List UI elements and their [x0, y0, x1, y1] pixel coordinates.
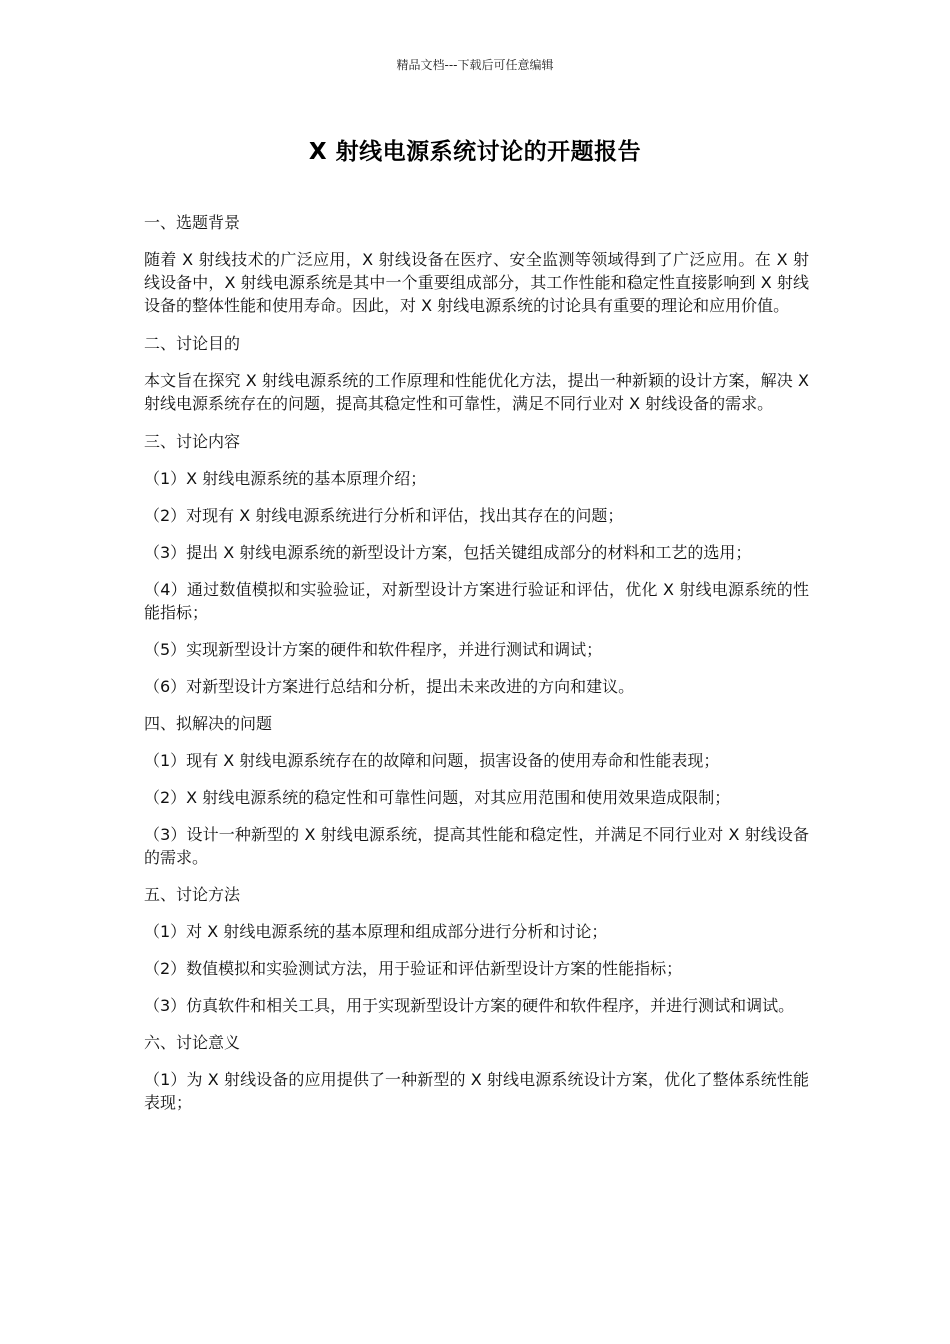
- section-heading-problems: 四、拟解决的问题: [144, 714, 273, 733]
- list-item: （6）对新型设计方案进行总结和分析，提出未来改进的方向和建议。: [144, 677, 635, 696]
- section-heading-methods: 五、讨论方法: [144, 885, 241, 904]
- list-item: （2）X 射线电源系统的稳定性和可靠性问题，对其应用范围和使用效果造成限制；: [144, 788, 731, 807]
- list-item: （3）设计一种新型的 X 射线电源系统，提高其性能和稳定性，并满足不同行业对 X 射线设备的需求。: [144, 825, 809, 867]
- section-heading-significance: 六、讨论意义: [144, 1033, 241, 1052]
- list-item: （1）对 X 射线电源系统的基本原理和组成部分进行分析和讨论；: [144, 922, 608, 941]
- list-item: （5）实现新型设计方案的硬件和软件程序，并进行测试和调试；: [144, 640, 603, 659]
- list-item: （2）对现有 X 射线电源系统进行分析和评估，找出其存在的问题；: [144, 506, 624, 525]
- section-heading-content: 三、讨论内容: [144, 432, 241, 451]
- list-item: （3）提出 X 射线电源系统的新型设计方案，包括关键组成部分的材料和工艺的选用；: [144, 543, 752, 562]
- section-heading-purpose: 二、讨论目的: [144, 334, 241, 353]
- section-heading-background: 一、选题背景: [144, 213, 241, 232]
- list-item: （1）为 X 射线设备的应用提供了一种新型的 X 射线电源系统设计方案，优化了整体系统性能表现；: [144, 1070, 809, 1112]
- page-header: 精品文档---下载后可任意编辑: [396, 58, 554, 72]
- document-body: [144, 211, 809, 1128]
- document-title: X 射线电源系统讨论的开题报告: [308, 139, 642, 165]
- list-item: （4）通过数值模拟和实验验证，对新型设计方案进行验证和评估，优化 X 射线电源系统的性能指标；: [144, 580, 809, 622]
- list-item: （1）X 射线电源系统的基本原理介绍；: [144, 469, 427, 488]
- section-paragraph: 随着 X 射线技术的广泛应用，X 射线设备在医疗、安全监测等领域得到了广泛应用。在 X 射线设备中，X 射线电源系统是其中一个重要组成部分，其工作性能和稳定性直接影响到 X 射线设备的整体性能和使用寿命。因此，对 X 射线电源系统的讨论具有重要的理论和应用价值。: [144, 250, 809, 315]
- list-item: （3）仿真软件和相关工具，用于实现新型设计方案的硬件和软件程序，并进行测试和调试。: [144, 996, 795, 1015]
- list-item: （1）现有 X 射线电源系统存在的故障和问题，损害设备的使用寿命和性能表现；: [144, 751, 720, 770]
- section-paragraph: 本文旨在探究 X 射线电源系统的工作原理和性能优化方法，提出一种新颖的设计方案，解决 X 射线电源系统存在的问题，提高其稳定性和可靠性，满足不同行业对 X 射线设备的需求。: [144, 371, 809, 413]
- list-item: （2）数值模拟和实验测试方法，用于验证和评估新型设计方案的性能指标；: [144, 959, 683, 978]
